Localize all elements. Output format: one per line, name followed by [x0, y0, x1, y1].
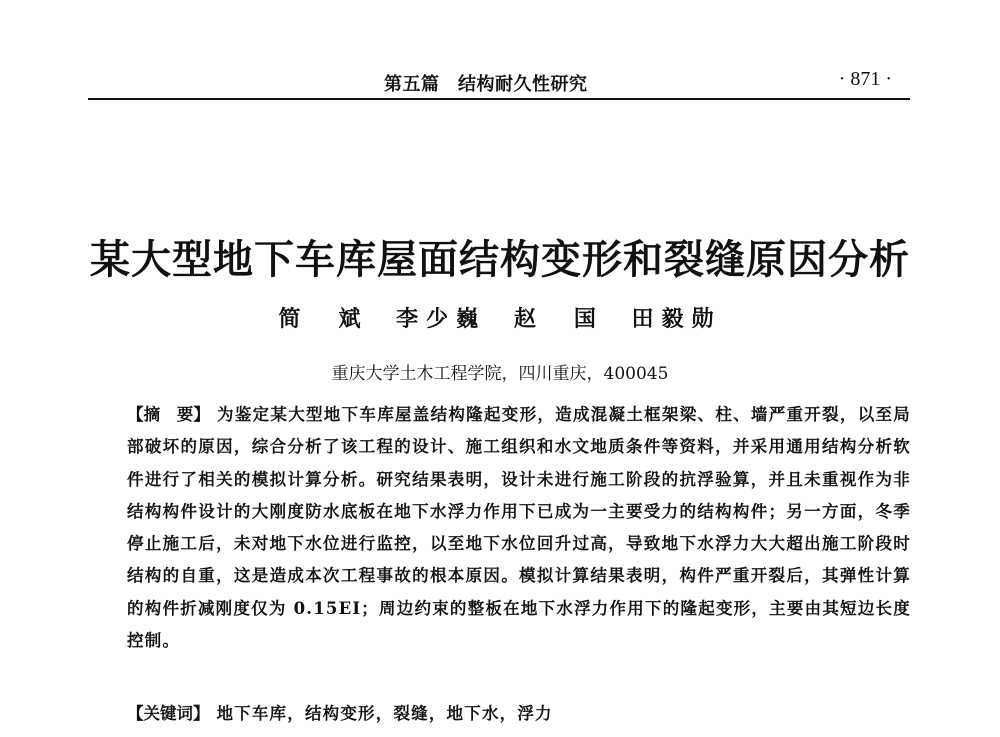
authors	[0, 302, 1000, 333]
author-3: 赵 国	[513, 306, 604, 332]
section-title: 第五篇 结构耐久性研究	[384, 74, 588, 95]
abstract	[127, 399, 911, 657]
author-2: 李少巍	[396, 306, 487, 332]
author-1: 简 斌	[278, 306, 369, 332]
page-number: · 871 ·	[838, 68, 892, 90]
keywords-text: 地下车库，结构变形，裂缝，地下水，浮力	[216, 704, 553, 723]
author-4: 田毅勋	[631, 306, 722, 332]
paper-title: 某大型地下车库屋面结构变形和裂缝原因分析	[90, 236, 910, 283]
running-head	[88, 64, 910, 100]
abstract-label: 【摘 要】	[127, 405, 210, 424]
affiliation: 重庆大学土木工程学院，四川重庆，400045	[331, 364, 669, 384]
keywords-label: 【关键词】	[127, 704, 210, 723]
abstract-text: 为鉴定某大型地下车库屋盖结构隆起变形，造成混凝土框架梁、柱、墙严重开裂，以至局部破坏的原因，综合分析了该工程的设计、施工组织和水文地质条件等资料，并采用通用结构分析软件进行了相关的模拟计算分析。研究结果表明，设计未进行施工阶段的抗浮验算，并且未重视作为非结构构件设计的大刚度防水底板在地下水浮力作用下已成为一主要受力的结构构件；另一方面，冬季停止施工后，未对地下水位进行监控，以至地下水位回升过高，导致地下水浮力大大超出施工阶段时结构的自重，这是造成本次工程事故的根本原因。模拟计算结果表明，构件严重开裂后，其弹性计算的构件折减刚度仅为 0.15EI；周边约束的整板在地下水浮力作用下的隆起变形，主要由其短边长度控制。	[127, 405, 911, 651]
keywords	[127, 702, 911, 726]
